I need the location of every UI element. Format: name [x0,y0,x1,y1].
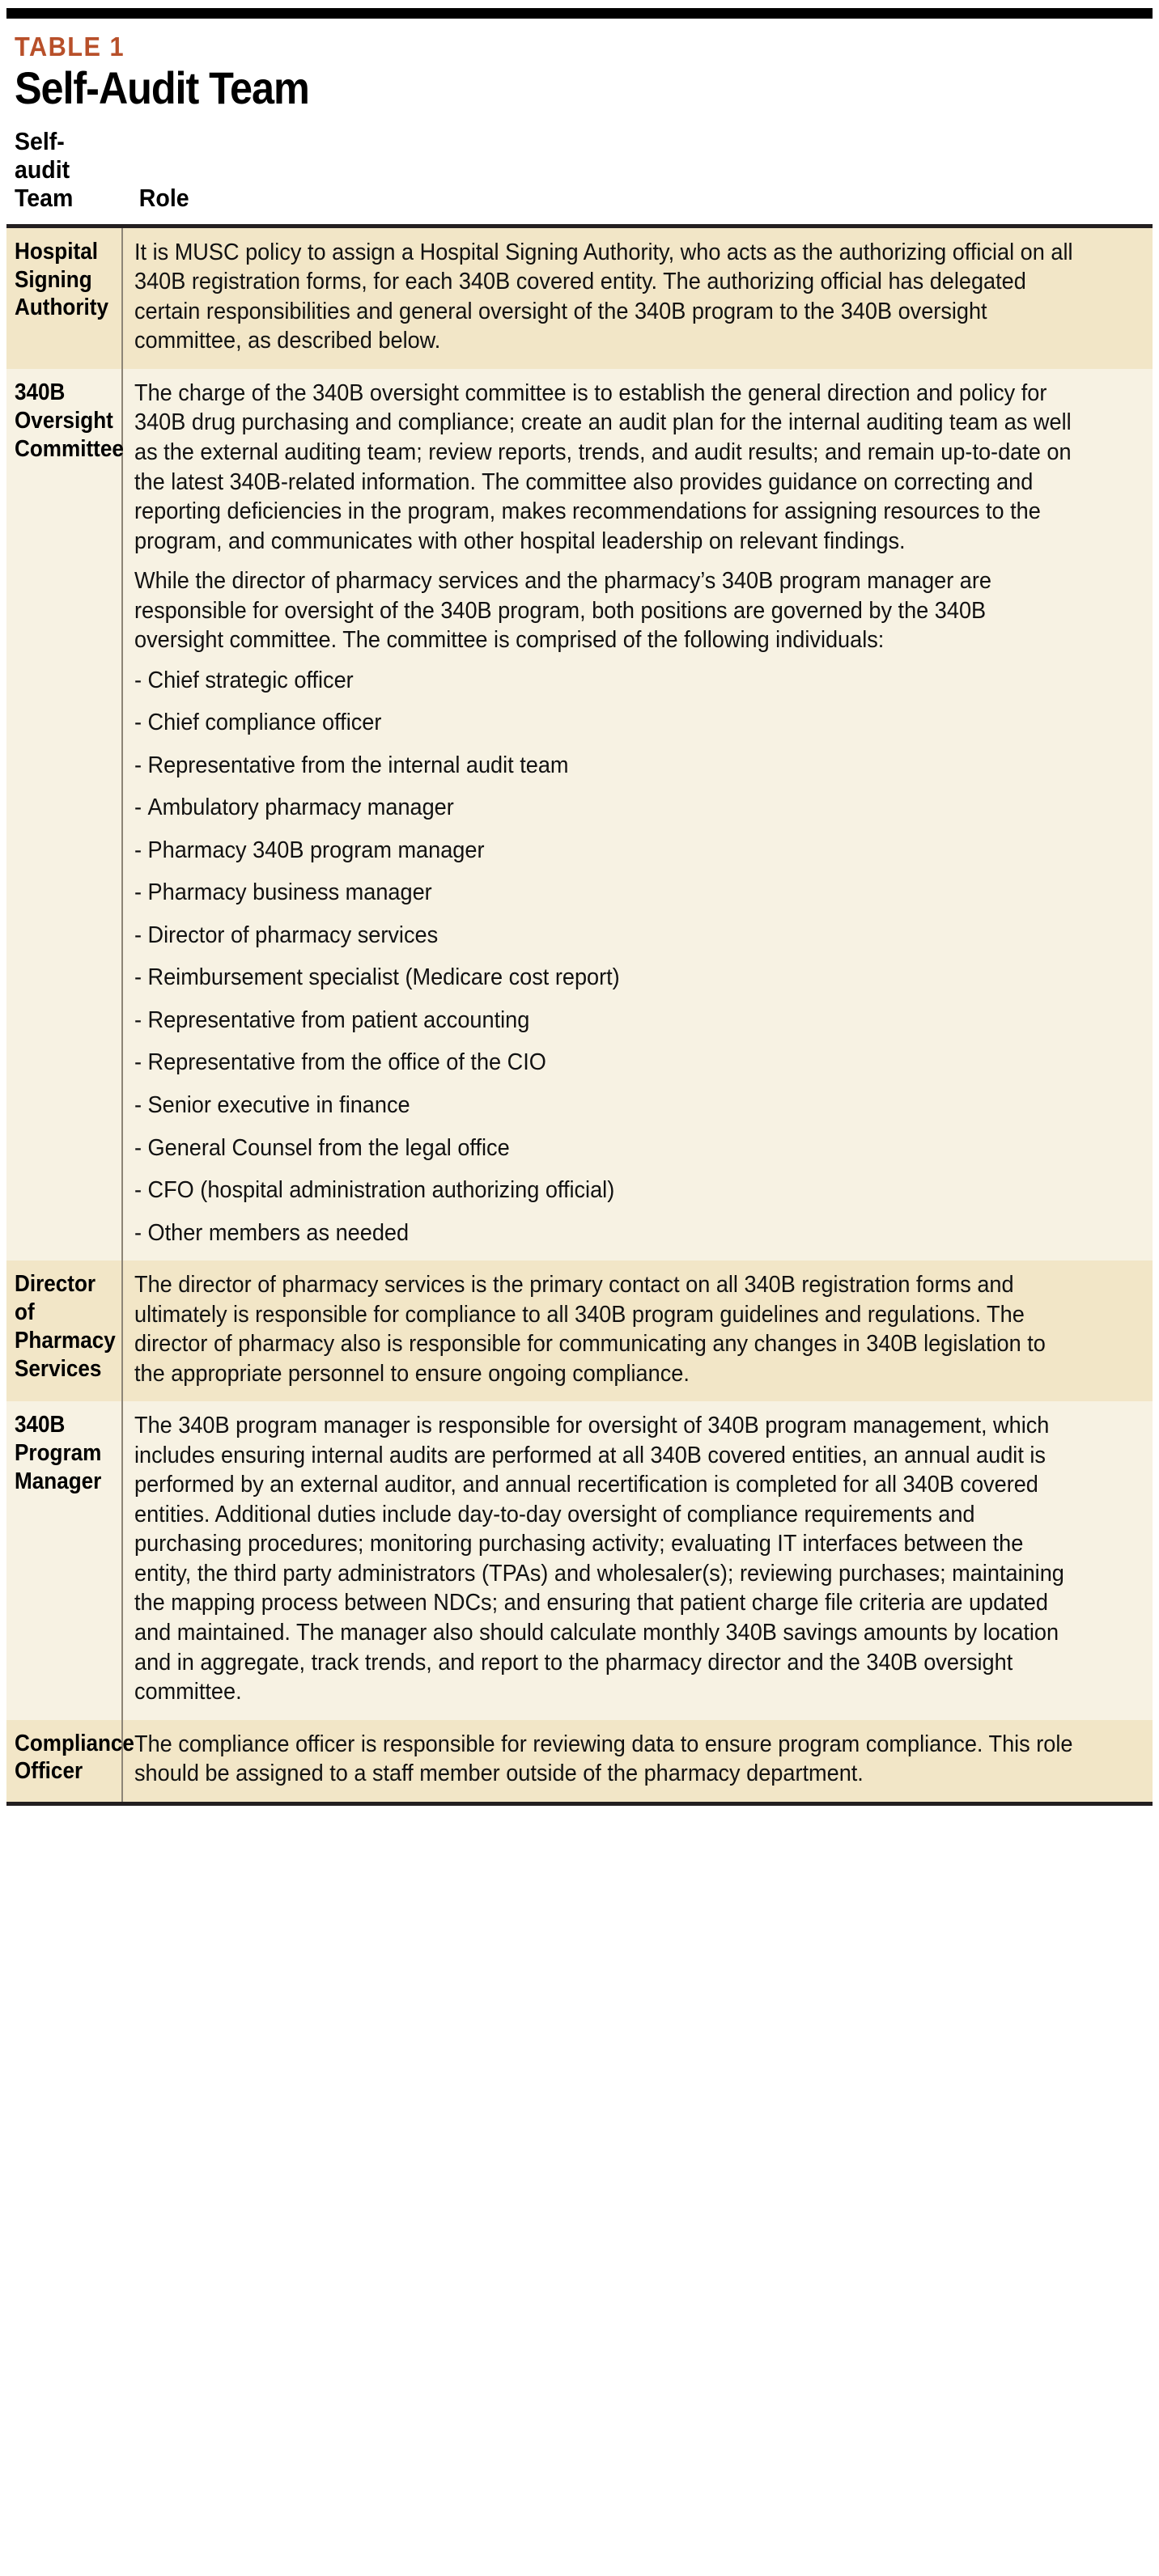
team-name-label: Director of Pharmacy Services [15,1271,116,1382]
bullet-dash-icon: - [134,879,142,906]
table-row [6,1401,1153,1719]
column-header-team [15,127,119,213]
bullet-dash-icon: - [134,667,142,693]
list-item-label: Representative from patient accounting [147,1006,530,1033]
bullet-dash-icon: - [134,1092,142,1118]
role-paragraph: The director of pharmacy services is the primary contact on all 340B registration forms and ultimately is responsible for compliance to all 340B program guidelines and regulations. The director of pharmacy also is responsible for communicating any changes in 340B legislation to the appropriate personnel to ensure ongoing compliance. [134,1272,1046,1387]
table-row [6,1720,1153,1802]
list-item [134,751,1076,781]
column-headers [0,112,1159,213]
list-item [134,921,1076,951]
list-item-label: Chief compliance officer [147,710,382,736]
list-item-label: Representative from the internal audit team [147,752,569,778]
bullet-dash-icon: - [134,1049,142,1076]
page-title: Self-Audit Team [15,62,309,113]
bullet-dash-icon: - [134,710,142,736]
role-paragraph: It is MUSC policy to assign a Hospital Signing Authority, who acts as the authorizing official on all 340B registration forms, for each 340B covered entity. The authorizing official has delegated certain responsibilities and general oversight of the 340B program to the 340B oversight committee, as described below. [134,239,1073,354]
bullet-dash-icon: - [134,922,142,948]
team-name-label: Hospital Signing Authority [15,238,108,321]
bullet-dash-icon: - [134,752,142,778]
list-item [134,666,1076,696]
role-paragraph: While the director of pharmacy services and the pharmacy’s 340B program manager are responsible for oversight of the 340B program, both positions are governed by the 340B oversight committee. The committee is comprised of the following individuals: [134,568,992,654]
list-item [134,1048,1076,1078]
list-item-label: Senior executive in finance [147,1092,410,1118]
table-cell-team [6,1260,123,1401]
table-cell-team [6,369,123,1260]
list-item-label: Other members as needed [147,1219,410,1246]
bullet-dash-icon: - [134,1006,142,1033]
table-cell-role [123,228,1153,369]
table-page [0,8,1159,1806]
table-cell-role [123,1401,1153,1719]
table-row [6,1260,1153,1401]
list-item-label: Ambulatory pharmacy manager [147,794,454,821]
list-item-label: Reimbursement specialist (Medicare cost report) [147,964,620,991]
list-item [134,1176,1076,1205]
list-item [134,963,1076,993]
table-cell-team [6,1401,123,1719]
committee-member-list [134,666,1141,1248]
list-item [134,1133,1076,1163]
team-name-label: 340B Oversight Committee [15,379,124,462]
list-item-label: General Counsel from the legal office [147,1134,510,1161]
bullet-dash-icon: - [134,837,142,863]
list-item [134,1218,1076,1248]
column-header-team-line1: Self-audit [15,126,70,184]
team-name-label: 340B Program Manager [15,1412,102,1494]
list-item [134,793,1076,823]
team-name-label: Compliance Officer [15,1730,134,1785]
list-item-label: Representative from the office of the CIO [147,1049,546,1076]
bullet-dash-icon: - [134,1134,142,1161]
bullet-dash-icon: - [134,1219,142,1246]
column-header-team-line2: Team [15,184,74,213]
list-item [134,1006,1076,1036]
bullet-dash-icon: - [134,964,142,991]
table-cell-role [123,369,1153,1260]
heading-block [0,19,1159,112]
list-item [134,708,1076,738]
table-number-label: TABLE 1 [15,32,125,61]
bullet-dash-icon: - [134,794,142,821]
list-item [134,1091,1076,1121]
list-item-label: Chief strategic officer [147,667,354,693]
role-paragraph: The charge of the 340B oversight committee is to establish the general direction and policy for 340B drug purchasing and compliance; create an audit plan for the internal auditing team as well as the external auditing team; review reports, trends, and audit results; and remain up-to-date on the latest 340B-related information. The committee also provides guidance on correcting and reporting deficiencies in the program, makes recommendations for assigning resources to the program, and communicates with other hospital leadership on relevant findings. [134,379,1072,554]
top-rule-divider [6,8,1153,19]
table-row [6,228,1153,369]
table-cell-role [123,1260,1153,1401]
self-audit-team-table [6,224,1153,1806]
table-row [6,369,1153,1260]
list-item-label: Pharmacy business manager [147,879,432,906]
column-header-role: Role [138,184,189,213]
table-cell-team [6,1720,134,1802]
bullet-dash-icon: - [134,1177,142,1204]
list-item-label: CFO (hospital administration authorizing official) [147,1177,615,1204]
list-item-label: Pharmacy 340B program manager [147,837,485,863]
list-item [134,836,1076,866]
role-paragraph: The 340B program manager is responsible for oversight of 340B program management, which includes ensuring internal audits are performed at all 340B covered entities, an annual audit is performed by an external auditor, and annual recertification is completed for all 340B covered entities. Additional duties include day-to-day oversight of compliance requirements and purchasing procedures; monitoring purchasing activity; evaluating IT interfaces between the entity, the third party administrators (TPAs) and wholesaler(s); reviewing purchases; maintaining the mapping process between NDCs; and ensuring that patient charge file criteria are updated and maintained. The manager also should calculate monthly 340B savings amounts by location and in aggregate, track trends, and report to the pharmacy director and the 340B oversight committee. [134,1413,1064,1705]
role-paragraph: The compliance officer is responsible for reviewing data to ensure program compliance. This role should be assigned to a staff member outside of the pharmacy department. [134,1731,1073,1787]
table-cell-team [6,228,123,369]
list-item [134,878,1076,908]
table-cell-role [123,1720,1153,1802]
list-item-label: Director of pharmacy services [147,922,439,948]
